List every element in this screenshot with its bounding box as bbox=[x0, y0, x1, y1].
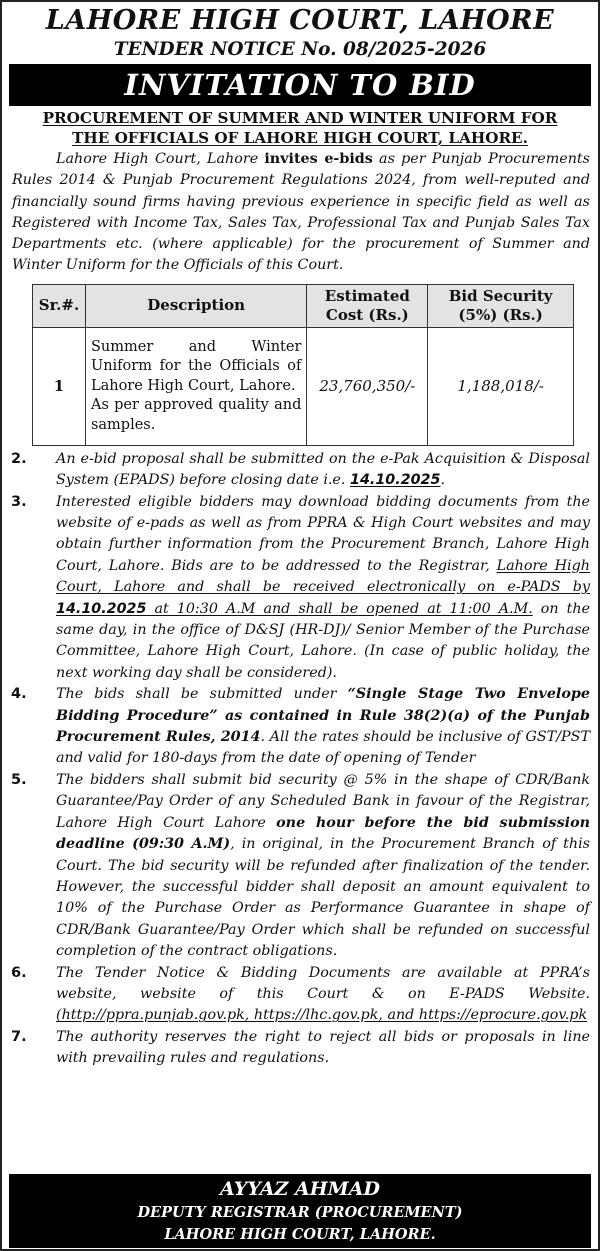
item-3-end: on the same day, in the office of D&SJ (HR-DJ)/ Senior Member of the Purchase Committee, Lahore High Court, Lahore. (In case of public holiday, the next working day shall be considered). bbox=[56, 600, 590, 681]
item-text bbox=[56, 449, 590, 492]
website-links[interactable]: (http://ppra.punjab.gov.pk, https://lhc.gov.pk, and https://eprocure.gov.pk bbox=[56, 1007, 588, 1024]
item-4-text: The bids shall be submitted under bbox=[56, 686, 348, 703]
signatory-designation: DEPUTY REGISTRAR (PROCUREMENT) bbox=[137, 1204, 463, 1221]
col-header-estimated-cost: Estimated Cost (Rs.) bbox=[307, 284, 428, 327]
item-5-end: , in original, in the Procurement Branch of this Court. The bid security will be refunded after finalization of the tender. However, the successful bidder shall deposit an amount equivalent to 10% of the Purchase Order as Performance Guarantee in shape of CDR/Bank Guarantee/Pay Order which shall be refunded on successful completion of the contract obligations. bbox=[56, 836, 591, 960]
cell-estimated-cost: 23,760,350/- bbox=[307, 327, 428, 445]
col-header-description: Description bbox=[85, 284, 306, 327]
item-3-underlined-time: at 10:30 A.M and shall be opened at 11:00 A.M. bbox=[146, 600, 533, 617]
list-item-2 bbox=[2, 449, 590, 492]
bid-table bbox=[32, 284, 574, 446]
item-2-end: . bbox=[440, 472, 445, 489]
item-5-text: The bidders shall submit bid security @ 5% in the shape of CDR/Bank Guarantee/Pay Order of any Scheduled Bank in favour of the Registrar, Lahore High Court Lahore bbox=[56, 771, 590, 831]
subject-line-2: THE OFFICIALS OF LAHORE HIGH COURT, LAHORE. bbox=[72, 129, 528, 147]
item-number: 5. bbox=[11, 771, 27, 788]
intro-text-start: Lahore High Court, Lahore bbox=[56, 151, 265, 167]
list-item-5 bbox=[2, 770, 590, 963]
intro-text-end: as per Punjab Procurements Rules 2014 & Punjab Procurement Regulations 2024, from well-reputed and financially sound firms having previous experience in specific field as well as Registered with Income Tax, Sales Tax, Professional Tax and Punjab Sales Tax Departments etc. (where applicable) for the procurement of Summer and Winter Uniform for the Officials of this Court. bbox=[12, 151, 591, 274]
description-note: As per approved quality and samples. bbox=[90, 397, 302, 433]
deadline-bold: one hour before the bid submission deadline (09:30 A.M) bbox=[56, 814, 591, 853]
item-number: 6. bbox=[11, 964, 27, 981]
item-number: 4. bbox=[11, 686, 27, 703]
signatory-office: LAHORE HIGH COURT, LAHORE. bbox=[164, 1226, 436, 1243]
cell-description bbox=[85, 327, 306, 445]
item-3-underlined: Lahore High Court, Lahore and shall be received electronically on e-PADS by bbox=[56, 557, 590, 596]
cell-sr: 1 bbox=[33, 327, 86, 445]
list-item-3 bbox=[2, 492, 590, 685]
court-title: LAHORE HIGH COURT, LAHORE bbox=[45, 5, 555, 36]
col-header-bid-security: Bid Security (5%) (Rs.) bbox=[428, 284, 574, 327]
item-text: The authority reserves the right to reject all bids or proposals in line with prevailing rules and regulations. bbox=[56, 1028, 590, 1067]
intro-paragraph bbox=[2, 148, 598, 277]
item-6-text: The Tender Notice & Bidding Documents are available at PPRA’s website, website of this Court & on E-PADS Website. bbox=[56, 964, 590, 1002]
signature-block bbox=[9, 1174, 591, 1248]
item-text bbox=[56, 492, 590, 685]
signatory-name: AYYAZ AHMAD bbox=[220, 1178, 380, 1200]
item-number: 3. bbox=[11, 493, 27, 510]
submission-date: 14.10.2025 bbox=[56, 600, 147, 617]
item-2-text: An e-bid proposal shall be submitted on the e-Pak Acquisition & Disposal System (EPADS) before closing date i.e. bbox=[56, 450, 590, 489]
item-4-end: . All the rates should be inclusive of GST/PST and valid for 180-days from the date of opening of Tender bbox=[56, 729, 590, 767]
tender-notice-number: TENDER NOTICE No. 08/2025-2026 bbox=[113, 39, 487, 60]
conditions-list bbox=[2, 449, 598, 1070]
procedure-bold: “Single Stage Two Envelope Bidding Procedure” as contained in Rule 38(2)(a) of the Punjab Procurement Rules, 2014 bbox=[56, 686, 590, 746]
description-text: Summer and Winter Uniform for the Officials of Lahore High Court, Lahore. bbox=[90, 338, 302, 394]
subject-heading bbox=[2, 108, 598, 148]
table-row bbox=[33, 327, 574, 445]
list-item-4 bbox=[2, 684, 590, 770]
intro-bold: invites e-bids bbox=[264, 151, 373, 167]
list-item-7 bbox=[2, 1027, 590, 1070]
table-header-row bbox=[33, 284, 574, 327]
item-number: 7. bbox=[11, 1028, 27, 1045]
item-text bbox=[56, 684, 590, 770]
list-item-6 bbox=[2, 963, 590, 1027]
item-3-text: Interested eligible bidders may download bidding documents from the website of e-pads as well as from PPRA & High Court websites and may obtain further information from the Procurement Branch, Lahore High Court, Lahore. Bids are to be addressed to the Registrar, bbox=[56, 493, 590, 574]
subject-line-1: PROCUREMENT OF SUMMER AND WINTER UNIFORM FOR bbox=[42, 109, 558, 127]
cell-bid-security: 1,188,018/- bbox=[428, 327, 574, 445]
invitation-banner: INVITATION TO BID bbox=[9, 64, 591, 106]
item-text bbox=[56, 963, 590, 1027]
closing-date: 14.10.2025 bbox=[350, 472, 441, 489]
item-text bbox=[56, 770, 590, 963]
item-number: 2. bbox=[11, 450, 27, 467]
col-header-sr: Sr.#. bbox=[33, 284, 86, 327]
